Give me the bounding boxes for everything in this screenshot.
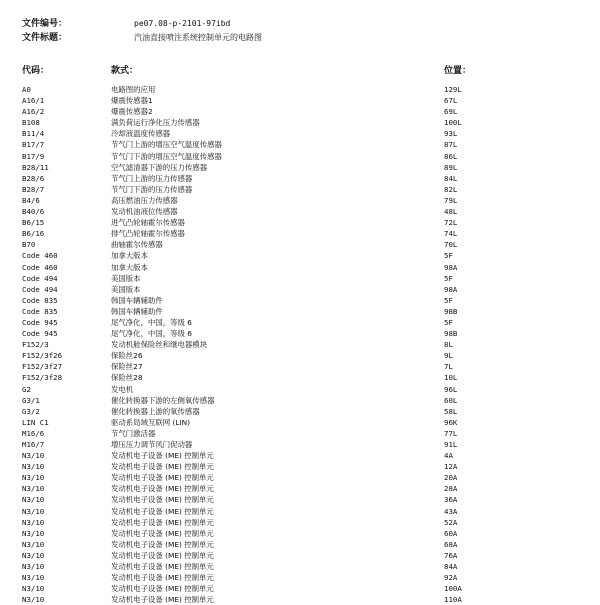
table-row: [0, 528, 600, 539]
component-description: 排气凸轮轴霍尔传感器: [111, 229, 185, 239]
component-description: 美国版本: [111, 273, 141, 283]
table-row: [0, 217, 600, 228]
table-row: [0, 128, 600, 139]
component-description: 节气门下游的压力传感器: [111, 184, 193, 194]
component-position: 89L: [444, 162, 458, 172]
component-position: 84L: [444, 173, 458, 183]
component-position: 86L: [444, 151, 458, 161]
component-description: 高压燃油压力传感器: [111, 195, 178, 205]
column-header-pos: 位置：: [444, 66, 472, 76]
table-row: [0, 483, 600, 494]
component-position: 92A: [444, 573, 458, 583]
table-row: [0, 350, 600, 361]
component-description: 尾气净化，中国，等级 6: [111, 317, 192, 327]
component-code: N3/10: [22, 473, 45, 483]
component-description: 节气门激活器: [111, 428, 156, 438]
doc-number-label: 文件编号：: [22, 19, 68, 29]
component-code: Code 835: [22, 295, 58, 305]
component-position: 10L: [444, 373, 458, 383]
component-position: 5F: [444, 251, 453, 261]
table-row: [0, 117, 600, 128]
component-position: 8L: [444, 340, 453, 350]
component-description: 保险丝26: [111, 351, 143, 361]
doc-title-label: 文件标题：: [22, 33, 68, 43]
component-code: F152/3f27: [22, 362, 63, 372]
component-code: F152/3f26: [22, 351, 63, 361]
component-code: Code 835: [22, 306, 58, 316]
component-description: 发动机电子设备 (ME) 控制单元: [111, 562, 214, 572]
component-position: 84A: [444, 562, 458, 572]
component-code: B28/6: [22, 173, 45, 183]
table-row: [0, 395, 600, 406]
component-code: G3/2: [22, 406, 40, 416]
component-position: 36A: [444, 495, 458, 505]
component-code: B17/7: [22, 140, 45, 150]
component-code: N3/10: [22, 517, 45, 527]
component-code: N3/10: [22, 484, 45, 494]
component-code: M16/6: [22, 428, 45, 438]
component-code: B11/4: [22, 129, 45, 139]
component-position: 43A: [444, 506, 458, 516]
component-description: 发动机电子设备 (ME) 控制单元: [111, 539, 214, 549]
table-row: [0, 417, 600, 428]
component-position: 7L: [444, 362, 453, 372]
component-code: Code 494: [22, 284, 58, 294]
component-description: 发动机电子设备 (ME) 控制单元: [111, 573, 214, 583]
doc-title-value: 汽油直接喷注系统控制单元的电路图: [134, 33, 262, 42]
component-code: N3/10: [22, 506, 45, 516]
component-position: 82L: [444, 184, 458, 194]
component-description: 韩国车辆辅助件: [111, 306, 163, 316]
component-code: B28/7: [22, 184, 45, 194]
component-position: 98A: [444, 284, 458, 294]
table-row: [0, 572, 600, 583]
table-row: [0, 506, 600, 517]
component-position: 93L: [444, 129, 458, 139]
table-row: [0, 84, 600, 95]
table-row: [0, 406, 600, 417]
table-row: [0, 450, 600, 461]
component-description: 进气凸轮轴霍尔传感器: [111, 218, 185, 228]
component-code: LIN C1: [22, 417, 49, 427]
component-description: 曲轴霍尔传感器: [111, 240, 163, 250]
component-description: 驱动系局域互联网 (LIN): [111, 417, 191, 427]
component-position: 98B: [444, 329, 458, 339]
component-code: A0: [22, 85, 31, 94]
component-description: 发动机电子设备 (ME) 控制单元: [111, 451, 214, 461]
component-code: Code 460: [22, 262, 58, 272]
component-description: 尾气净化，中国，等级 6: [111, 329, 192, 339]
column-header-desc: 款式：: [111, 66, 139, 76]
table-row: [0, 428, 600, 439]
component-code: Code 460: [22, 251, 58, 261]
component-code: A16/2: [22, 107, 45, 117]
component-description: 发动机油液位传感器: [111, 207, 178, 217]
component-description: 美国版本: [111, 284, 141, 294]
table-row: [0, 339, 600, 350]
doc-number-value: pe07.08-p-2101-97ibd: [134, 19, 231, 28]
component-description: 发动机电子设备 (ME) 控制单元: [111, 473, 214, 483]
table-row: [0, 561, 600, 572]
table-row: [0, 273, 600, 284]
table-row: [0, 106, 600, 117]
component-description: 节气门上游的压力传感器: [111, 173, 193, 183]
component-description: 发动机舱保险丝和继电器模块: [111, 340, 208, 350]
component-position: 5F: [444, 273, 453, 283]
table-row: [0, 95, 600, 106]
component-description: 满负荷运行净化压力传感器: [111, 118, 200, 128]
component-code: Code 945: [22, 329, 58, 339]
component-code: N3/10: [22, 462, 45, 472]
component-position: 110A: [444, 595, 462, 605]
component-position: 87L: [444, 140, 458, 150]
component-description: 增压压力调节风门促动器: [111, 440, 193, 449]
component-description: 电路图的应用: [111, 85, 156, 94]
component-description: 韩国车辆辅助件: [111, 295, 163, 305]
table-row: [0, 306, 600, 317]
component-code: B17/9: [22, 151, 45, 161]
component-position: 20A: [444, 473, 458, 483]
component-code: N3/10: [22, 595, 45, 605]
component-position: 96L: [444, 384, 458, 394]
component-description: 节气门上游的增压空气温度传感器: [111, 140, 222, 150]
component-position: 72L: [444, 218, 458, 228]
component-code: N3/10: [22, 550, 45, 560]
component-position: 5F: [444, 295, 453, 305]
component-description: 冷却液温度传感器: [111, 129, 171, 139]
component-table: [0, 84, 600, 605]
component-description: 发动机电子设备 (ME) 控制单元: [111, 595, 214, 605]
doc-number-row: [22, 18, 230, 30]
component-position: 9L: [444, 351, 453, 361]
table-row: [0, 206, 600, 217]
table-row: [0, 295, 600, 306]
table-row: [0, 361, 600, 372]
component-position: 100L: [444, 118, 462, 128]
component-code: N3/10: [22, 573, 45, 583]
component-code: B6/15: [22, 218, 45, 228]
component-position: 52A: [444, 517, 458, 527]
component-description: 发动机电子设备 (ME) 控制单元: [111, 528, 214, 538]
table-row: [0, 195, 600, 206]
component-description: 保险丝28: [111, 373, 143, 383]
table-row: [0, 384, 600, 395]
component-code: Code 945: [22, 317, 58, 327]
component-position: 67L: [444, 96, 458, 106]
component-code: G3/1: [22, 395, 40, 405]
component-position: 74L: [444, 229, 458, 239]
table-row: [0, 317, 600, 328]
table-row: [0, 162, 600, 173]
component-description: 发动机电子设备 (ME) 控制单元: [111, 495, 214, 505]
component-position: 76A: [444, 550, 458, 560]
table-row: [0, 472, 600, 483]
component-description: 爆震传感器1: [111, 96, 153, 106]
component-description: 空气滤清器下游的压力传感器: [111, 162, 208, 172]
component-description: 发动机电子设备 (ME) 控制单元: [111, 484, 214, 494]
table-row: [0, 239, 600, 250]
component-description: 发动机电子设备 (ME) 控制单元: [111, 506, 214, 516]
table-row: [0, 494, 600, 505]
component-code: B6/16: [22, 229, 45, 239]
component-position: 60A: [444, 528, 458, 538]
table-row: [0, 372, 600, 383]
component-description: 节气门下游的增压空气温度传感器: [111, 151, 222, 161]
component-position: 70L: [444, 240, 458, 250]
component-code: B40/6: [22, 207, 45, 217]
component-position: 60L: [444, 395, 458, 405]
component-position: 58L: [444, 406, 458, 416]
component-code: N3/10: [22, 528, 45, 538]
component-position: 5F: [444, 317, 453, 327]
doc-title-row: [22, 32, 262, 44]
component-code: Code 494: [22, 273, 58, 283]
table-row: [0, 539, 600, 550]
component-position: 48L: [444, 207, 458, 217]
component-position: 77L: [444, 428, 458, 438]
table-row: [0, 173, 600, 184]
component-description: 发动机电子设备 (ME) 控制单元: [111, 517, 214, 527]
column-header-code: 代码：: [22, 66, 50, 76]
component-position: 100A: [444, 584, 462, 594]
component-code: G2: [22, 384, 31, 394]
component-code: B4/6: [22, 195, 40, 205]
component-description: 催化转换器下游的左侧氧传感器: [111, 395, 215, 405]
component-description: 爆震传感器2: [111, 107, 153, 117]
table-row: [0, 250, 600, 261]
component-code: B28/11: [22, 162, 49, 172]
component-position: 98A: [444, 262, 458, 272]
component-position: 28A: [444, 484, 458, 494]
component-description: 发动机电子设备 (ME) 控制单元: [111, 550, 214, 560]
table-row: [0, 583, 600, 594]
component-position: 96K: [444, 417, 458, 427]
table-row: [0, 262, 600, 273]
component-code: B108: [22, 118, 40, 128]
component-code: N3/10: [22, 495, 45, 505]
component-code: N3/10: [22, 539, 45, 549]
table-row: [0, 517, 600, 528]
component-position: 12A: [444, 462, 458, 472]
component-code: A16/1: [22, 96, 45, 106]
component-code: N3/10: [22, 584, 45, 594]
component-code: M16/7: [22, 440, 45, 449]
component-description: 发电机: [111, 384, 134, 394]
table-row: [0, 139, 600, 150]
table-row: [0, 184, 600, 195]
component-code: N3/10: [22, 562, 45, 572]
component-position: 69L: [444, 107, 458, 117]
component-position: 68A: [444, 539, 458, 549]
component-position: 98B: [444, 306, 458, 316]
component-position: 129L: [444, 85, 462, 94]
component-description: 发动机电子设备 (ME) 控制单元: [111, 584, 214, 594]
component-code: F152/3: [22, 340, 49, 350]
table-row: [0, 550, 600, 561]
component-description: 保险丝27: [111, 362, 143, 372]
table-row: [0, 439, 600, 450]
table-row: [0, 461, 600, 472]
table-row: [0, 328, 600, 339]
component-description: 发动机电子设备 (ME) 控制单元: [111, 462, 214, 472]
component-position: 91L: [444, 440, 458, 449]
component-position: 4A: [444, 451, 453, 461]
table-row: [0, 151, 600, 162]
component-code: F152/3f28: [22, 373, 63, 383]
component-position: 79L: [444, 195, 458, 205]
table-row: [0, 228, 600, 239]
table-row: [0, 284, 600, 295]
component-code: B70: [22, 240, 36, 250]
component-description: 加拿大版本: [111, 251, 148, 261]
component-description: 加拿大版本: [111, 262, 148, 272]
component-description: 催化转换器上游的氧传感器: [111, 406, 200, 416]
component-code: N3/10: [22, 451, 45, 461]
